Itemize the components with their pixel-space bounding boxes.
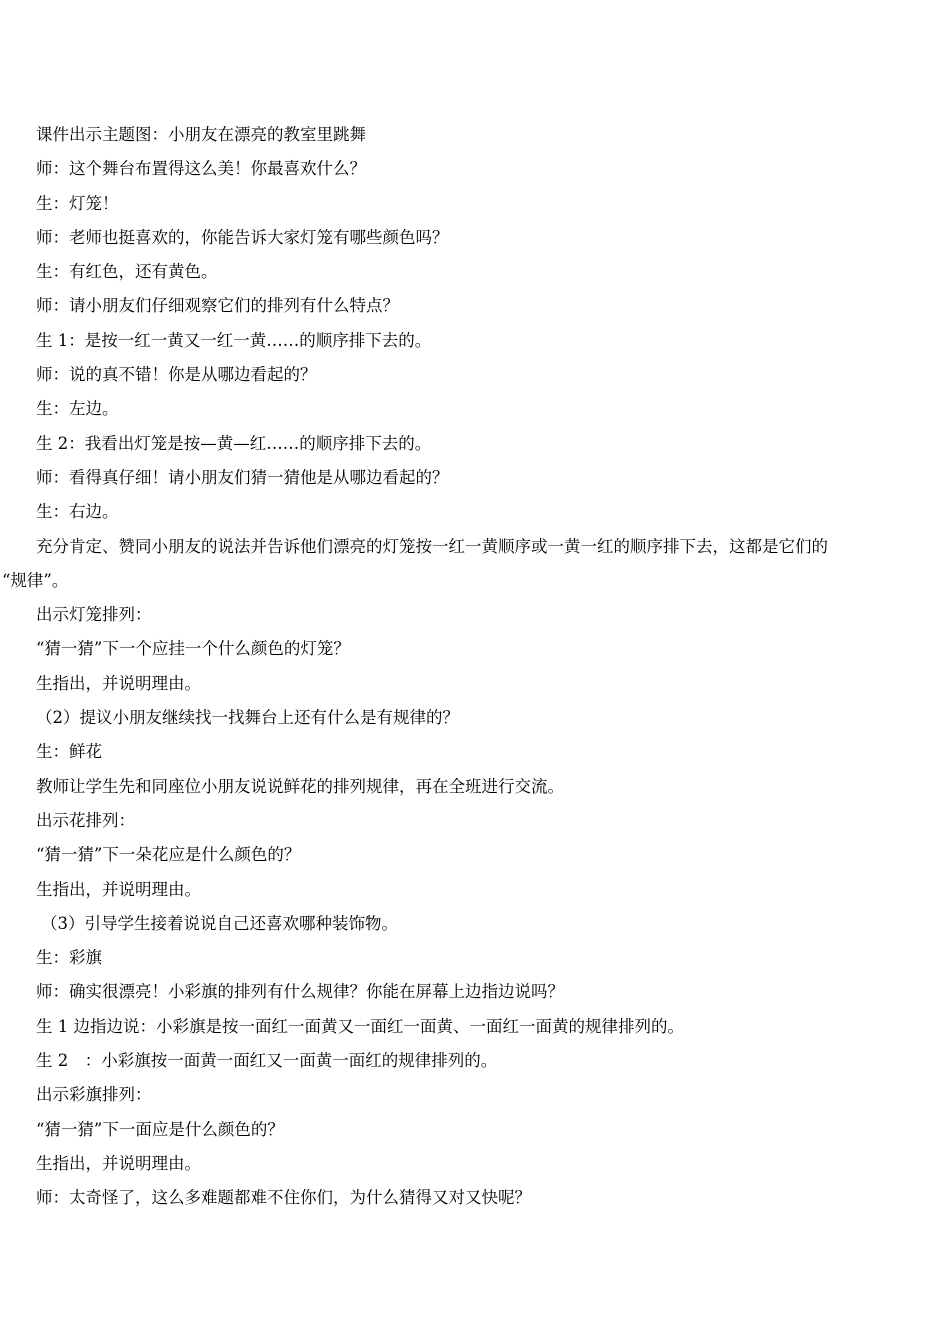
paragraph-continuation: “规律”。 [2,570,69,590]
text-line: 师：看得真仔细！请小朋友们猜一猜他是从哪边看起的？ [36,467,449,487]
text-line: 课件出示主题图：小朋友在漂亮的教室里跳舞 [36,125,366,144]
text-line: （2）提议小朋友继续找一找舞台上还有什么是有规律的？ [36,708,459,728]
text-line: 出示彩旗排列： [36,1085,152,1105]
text-line: 生指出，并说明理由。 [36,673,201,693]
text-line: （3）引导学生接着说说自己还喜欢哪种装饰物。 [41,913,398,933]
text-line: 生指出，并说明理由。 [36,879,201,899]
text-line: “猜一猜”下一面应是什么颜色的？ [36,1119,284,1139]
text-line: 师：这个舞台布置得这么美！你最喜欢什么？ [36,159,366,179]
text-line: 生 2 ：小彩旗按一面黄一面红又一面黄一面红的规律排列的。 [36,1051,498,1071]
text-line: 生：灯笼！ [36,193,119,213]
document-body [0,118,950,1216]
text-line: 生 1 边指边说：小彩旗是按一面红一面黄又一面红一面黄、一面红一面黄的规律排列的。 [36,1016,684,1036]
text-line: 生：左边。 [36,399,119,419]
text-line: 出示灯笼排列： [36,605,152,625]
text-line: 生：有红色，还有黄色。 [36,262,218,282]
text-line: 生：右边。 [36,502,119,522]
text-line: 出示花排列： [36,810,135,830]
text-line: 师：确实很漂亮！小彩旗的排列有什么规律？你能在屏幕上边指边说吗？ [36,982,564,1002]
text-line: 生：彩旗 [36,948,102,968]
text-line: 生 1：是按一红一黄又一红一黄……的顺序排下去的。 [36,330,432,350]
text-line: “猜一猜”下一个应挂一个什么颜色的灯笼？ [36,639,350,659]
text-line: “猜一猜”下一朵花应是什么颜色的？ [36,845,301,865]
text-line: 教师让学生先和同座位小朋友说说鲜花的排列规律，再在全班进行交流。 [36,776,564,796]
text-line: 师：说的真不错！你是从哪边看起的？ [36,365,317,385]
text-line: 生指出，并说明理由。 [36,1153,201,1173]
text-line: 师：请小朋友们仔细观察它们的排列有什么特点？ [36,296,399,316]
text-line: 生 2：我看出灯笼是按—黄—红……的顺序排下去的。 [36,433,432,453]
text-line: 师：老师也挺喜欢的，你能告诉大家灯笼有哪些颜色吗？ [36,227,449,247]
text-line: 生：鲜花 [36,742,102,762]
paragraph-line: 充分肯定、赞同小朋友的说法并告诉他们漂亮的灯笼按一红一黄顺序或一黄一红的顺序排下去，这都是它们的 [36,536,828,556]
text-line: 师：太奇怪了，这么多难题都难不住你们，为什么猜得又对又快呢？ [36,1188,531,1208]
